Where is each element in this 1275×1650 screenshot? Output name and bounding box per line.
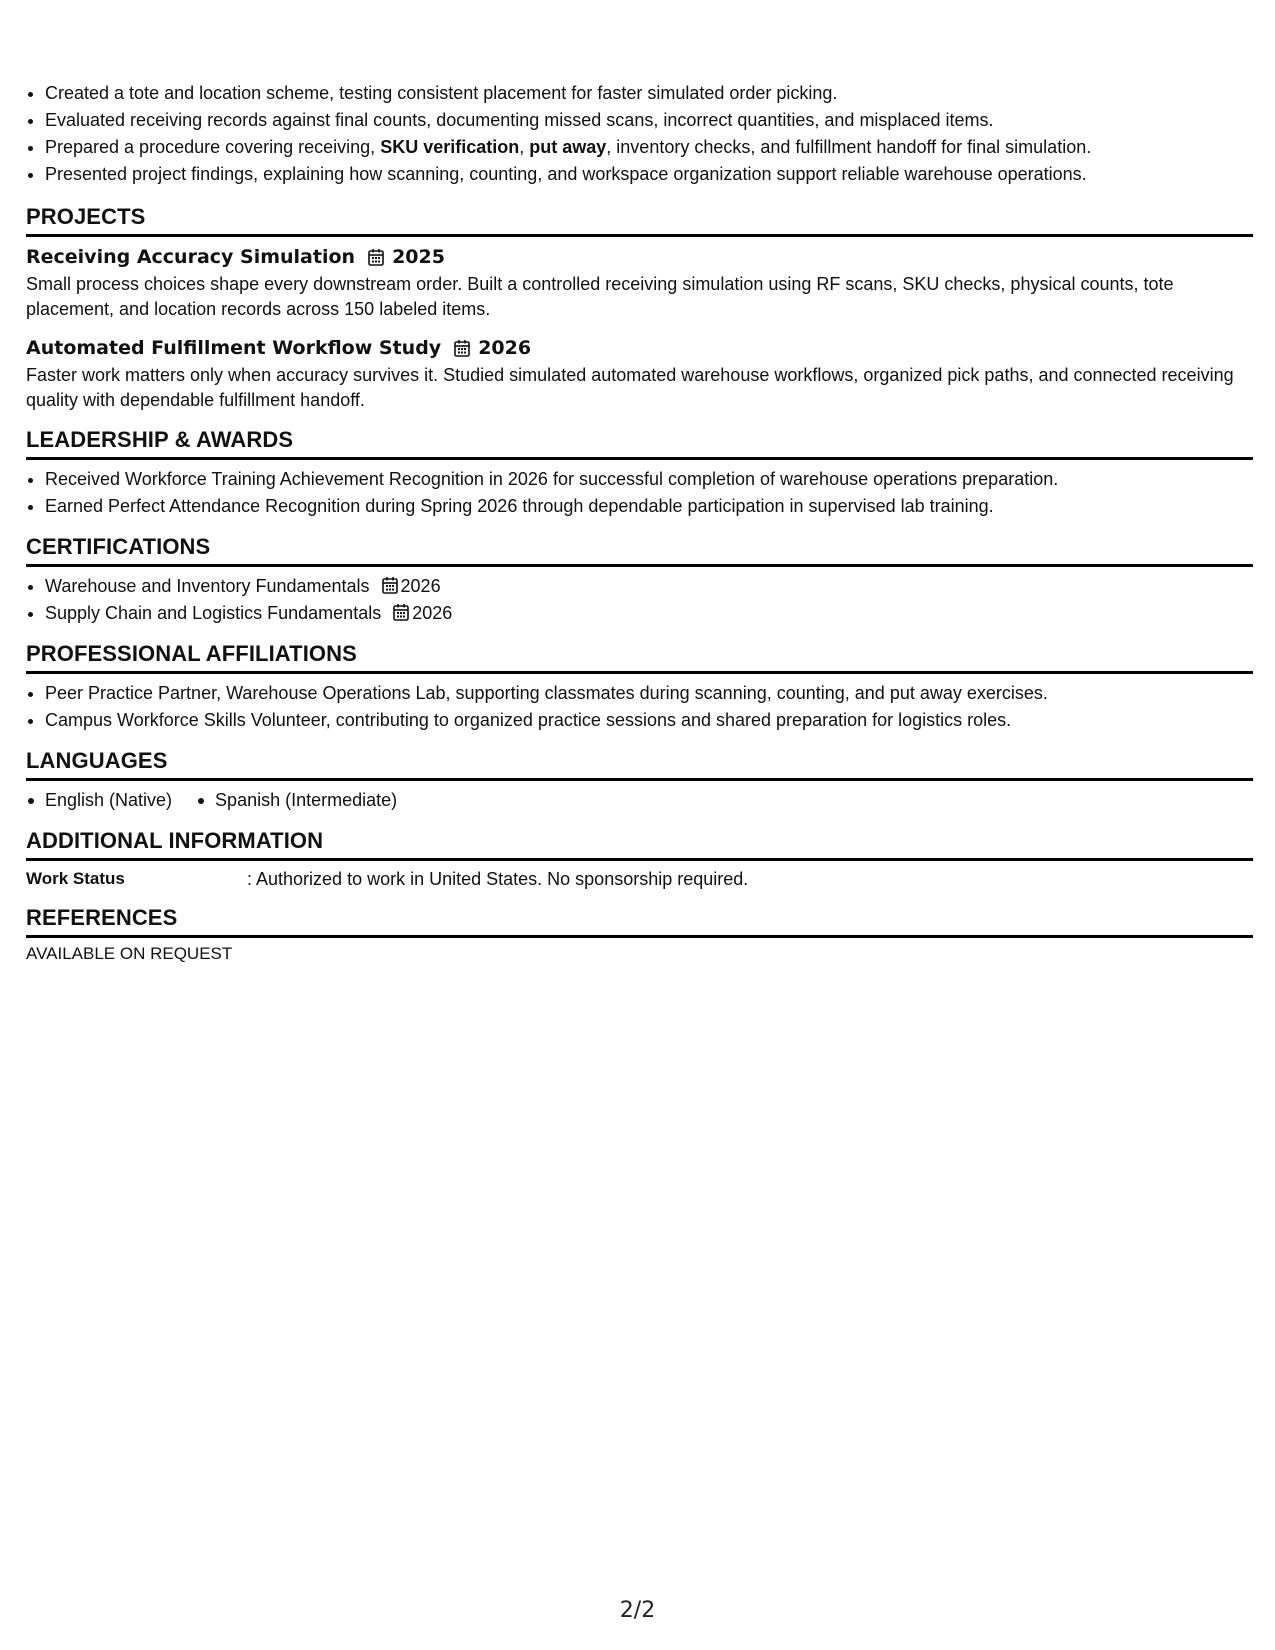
language-item: English (Native) xyxy=(26,787,172,814)
calendar-icon xyxy=(382,576,398,594)
project-item xyxy=(26,243,1253,322)
section-heading-leadership: LEADERSHIP & AWARDS xyxy=(26,425,1253,460)
experience-bullet xyxy=(45,80,1253,107)
affiliations-section xyxy=(26,639,1253,734)
project-year: 2025 xyxy=(392,246,445,268)
experience-bullet xyxy=(45,107,1253,134)
calendar-icon xyxy=(454,339,470,357)
certifications-list xyxy=(26,573,1253,627)
experience-bullets xyxy=(26,80,1253,188)
calendar-icon xyxy=(368,248,384,266)
languages-list xyxy=(26,787,1253,814)
leadership-list xyxy=(26,466,1253,520)
references-section xyxy=(26,903,1253,966)
certification-name: Supply Chain and Logistics Fundamentals xyxy=(45,603,382,623)
page-number: 2/2 xyxy=(619,1598,656,1623)
leadership-section xyxy=(26,425,1253,520)
projects-section xyxy=(26,202,1253,413)
bold-term: SKU verification xyxy=(380,137,520,157)
language-item: Spanish (Intermediate) xyxy=(196,787,397,814)
bullet-text: Presented project findings, explaining how scanning, counting, and workspace organization support reliable warehouse operations. xyxy=(45,164,1087,184)
section-heading-projects: PROJECTS xyxy=(26,202,1253,237)
list-item xyxy=(45,573,1253,600)
certification-name: Warehouse and Inventory Fundamentals xyxy=(45,576,370,596)
experience-bullet xyxy=(45,134,1253,161)
bullet-text: , xyxy=(519,137,530,157)
bullet-text: Created a tote and location scheme, testing consistent placement for faster simulated order picking. xyxy=(45,83,838,103)
project-item xyxy=(26,334,1253,413)
work-status-row xyxy=(26,867,1253,891)
section-heading-certifications: CERTIFICATIONS xyxy=(26,532,1253,567)
section-heading-languages: LANGUAGES xyxy=(26,746,1253,781)
work-status-value: : Authorized to work in United States. No sponsorship required. xyxy=(247,869,749,889)
bullet-text: , inventory checks, and fulfillment handoff for final simulation. xyxy=(606,137,1092,157)
section-heading-references: REFERENCES xyxy=(26,903,1253,938)
work-status-label: Work Status xyxy=(26,869,125,888)
list-item xyxy=(45,600,1253,627)
calendar-icon xyxy=(393,603,409,621)
affiliations-list xyxy=(26,680,1253,734)
project-description: Small process choices shape every downstream order. Built a controlled receiving simulation using RF scans, SKU checks, physical counts, tote placement, and location records across 150 labeled items. xyxy=(26,274,1174,319)
project-title: Receiving Accuracy Simulation xyxy=(26,246,356,268)
list-item: • Campus Workforce Skills Volunteer, contributing to organized practice sessions and shared preparation for logistics roles. xyxy=(45,707,1253,734)
project-description: Faster work matters only when accuracy survives it. Studied simulated automated warehouse workflows, organized pick paths, and connected receiving quality with dependable fulfillment handoff. xyxy=(26,365,1234,410)
project-year: 2026 xyxy=(478,337,532,359)
project-title: Automated Fulfillment Workflow Study xyxy=(26,337,442,359)
languages-section xyxy=(26,746,1253,814)
certifications-section xyxy=(26,532,1253,627)
additional-info-section xyxy=(26,826,1253,891)
bullet-text: Evaluated receiving records against final counts, documenting missed scans, incorrect quantities, and misplaced items. xyxy=(45,110,994,130)
list-item: • Received Workforce Training Achievement Recognition in 2026 for successful completion of warehouse operations preparation. xyxy=(45,466,1253,493)
bold-term: put away xyxy=(529,137,607,157)
section-heading-affiliations: PROFESSIONAL AFFILIATIONS xyxy=(26,639,1253,674)
experience-bullet xyxy=(45,161,1253,188)
bullet-text: Prepared a procedure covering receiving, xyxy=(45,137,381,157)
resume-page xyxy=(26,80,1253,966)
section-heading-additional: ADDITIONAL INFORMATION xyxy=(26,826,1253,861)
certification-year: 2026 xyxy=(400,576,441,596)
certification-year: 2026 xyxy=(412,603,453,623)
references-text: AVAILABLE ON REQUEST xyxy=(26,944,233,963)
list-item: • Peer Practice Partner, Warehouse Operations Lab, supporting classmates during scanning, counting, and put away exercises. xyxy=(45,680,1253,707)
list-item: • Earned Perfect Attendance Recognition during Spring 2026 through dependable participation in supervised lab training. xyxy=(45,493,1253,520)
